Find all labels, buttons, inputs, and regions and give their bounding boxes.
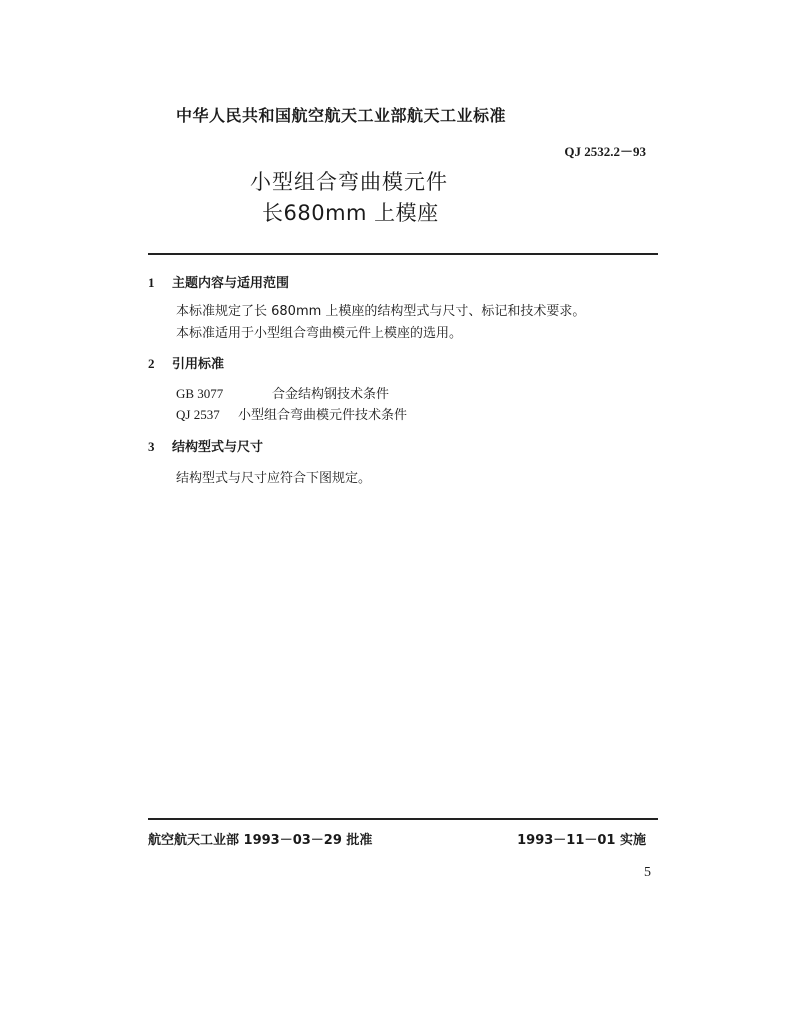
section-title: 结构型式与尺寸 [172, 440, 264, 455]
document-title-line-1: 小型组合弯曲模元件 [250, 170, 448, 194]
approval-line: 航空航天工业部 1993－03－29 批准 [148, 833, 373, 848]
section-2-heading [148, 353, 224, 372]
section-number: 3 [148, 439, 155, 454]
reference-code: QJ 2537 [176, 407, 220, 422]
reference-item [176, 383, 389, 402]
document-title-line-2: 长680mm 上模座 [262, 201, 439, 225]
section-title: 引用标准 [172, 357, 225, 372]
issuer-title: 中华人民共和国航空航天工业部航天工业标准 [176, 106, 507, 125]
section-number: 1 [148, 275, 155, 290]
section-3-heading [148, 436, 263, 455]
reference-item [176, 404, 407, 423]
header-divider [148, 253, 658, 255]
section-3-paragraph-1: 结构型式与尺寸应符合下图规定。 [176, 471, 372, 486]
page-number: 5 [644, 865, 651, 880]
section-1-heading [148, 272, 289, 291]
section-1-paragraph-1: 本标准规定了长 680mm 上模座的结构型式与尺寸、标记和技术要求。 [176, 304, 586, 319]
section-1-paragraph-2: 本标准适用于小型组合弯曲模元件上模座的选用。 [176, 326, 463, 341]
section-title: 主题内容与适用范围 [172, 276, 290, 291]
reference-code: GB 3077 [176, 386, 224, 401]
reference-title: 小型组合弯曲模元件技术条件 [238, 408, 408, 423]
standard-code: QJ 2532.2－93 [564, 144, 646, 159]
section-number: 2 [148, 356, 155, 371]
reference-title: 合金结构钢技术条件 [272, 387, 390, 402]
effective-date-line: 1993－11－01 实施 [517, 833, 646, 848]
footer-divider [148, 818, 658, 820]
